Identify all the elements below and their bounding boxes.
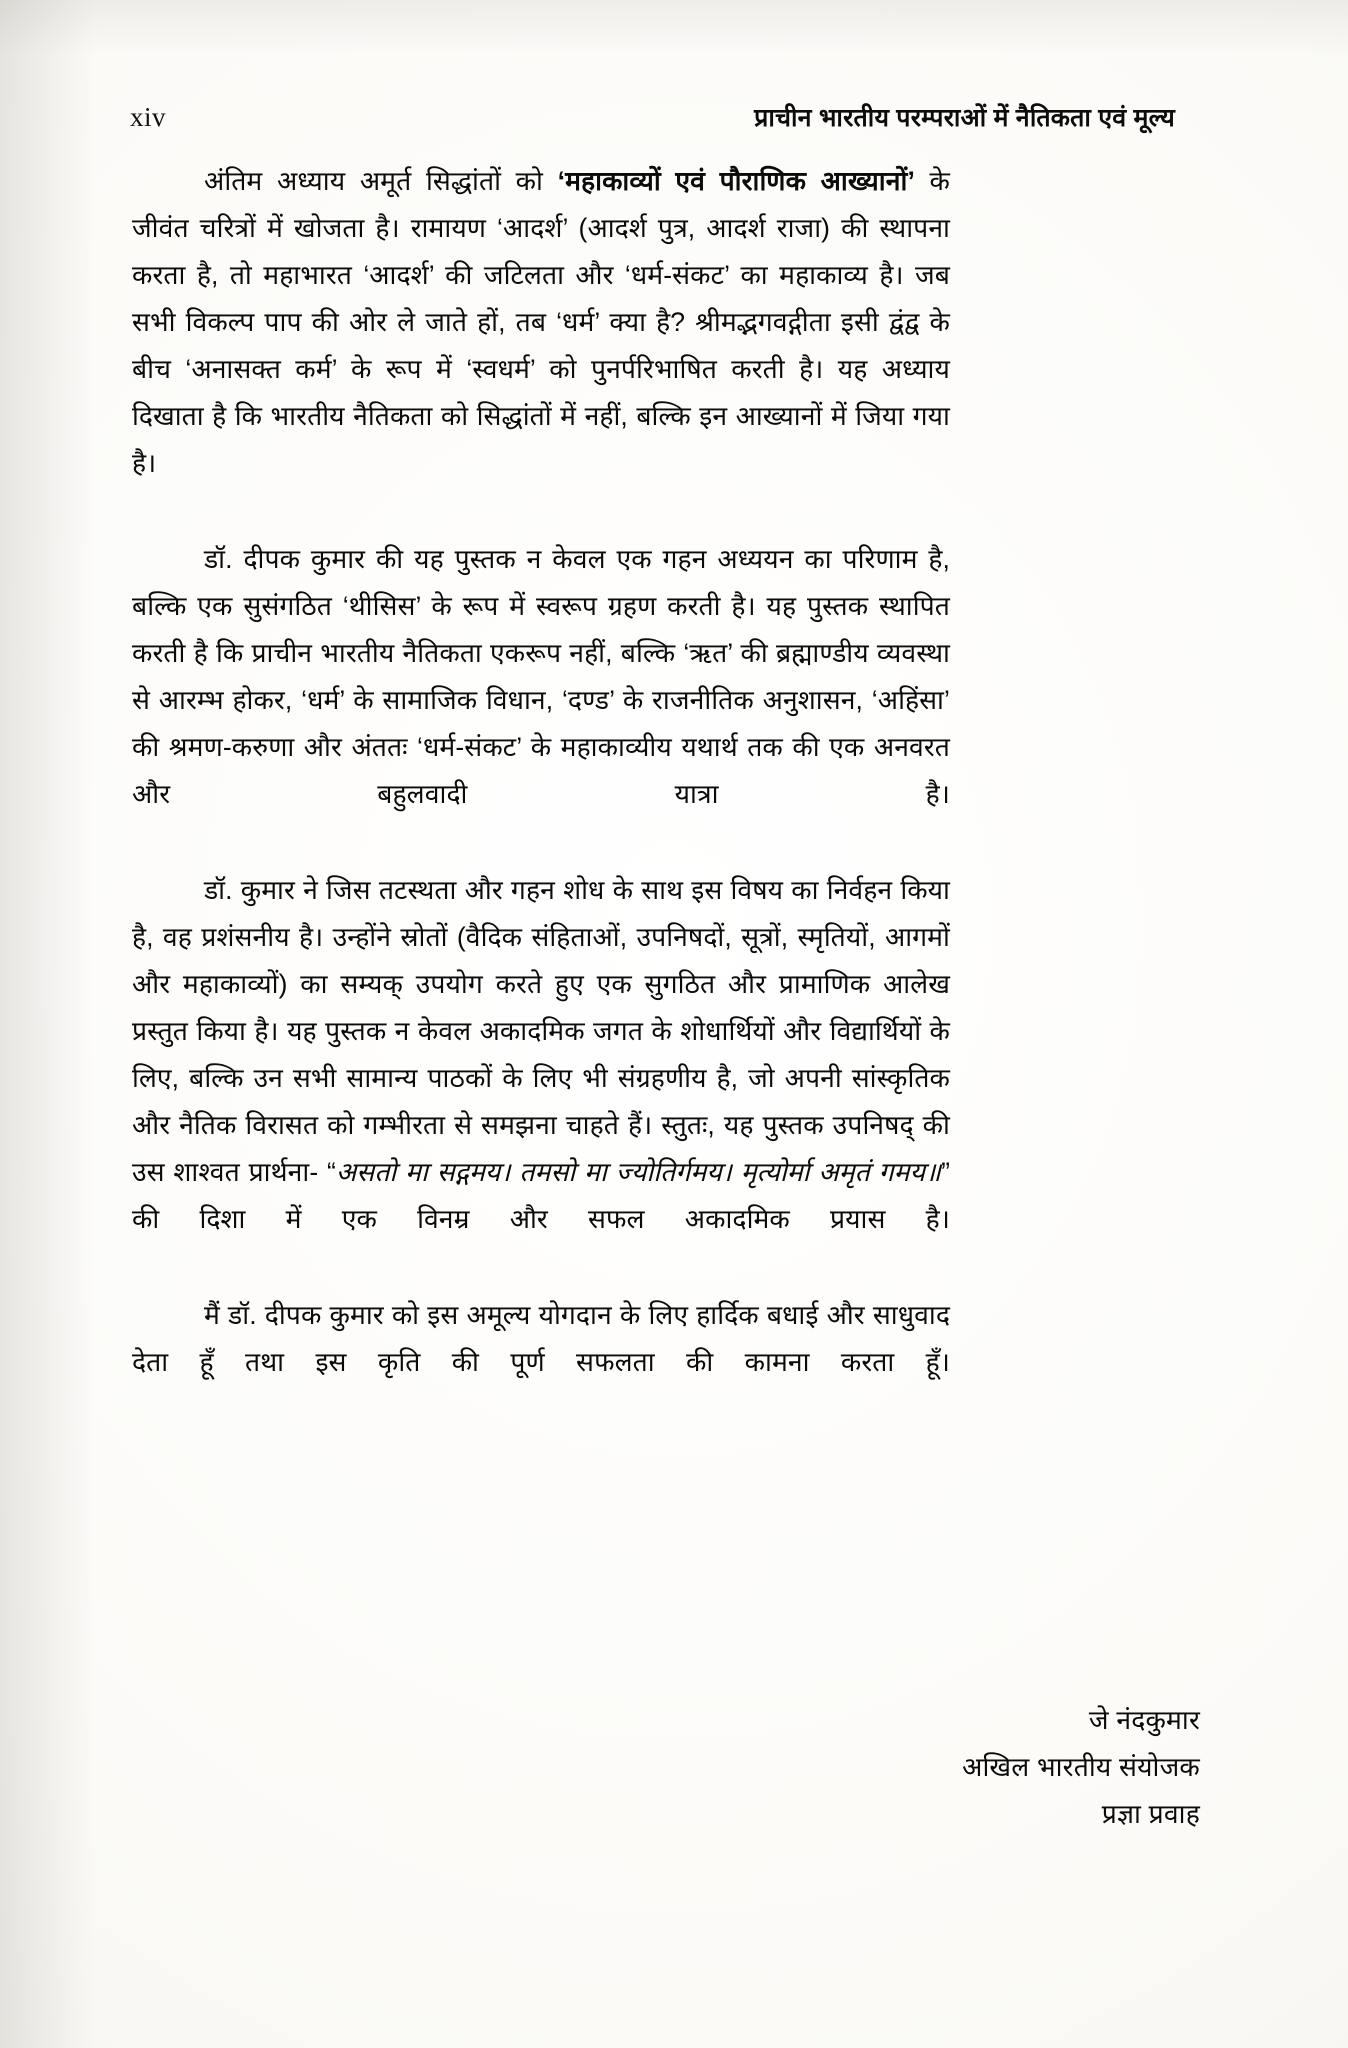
text-run-normal: ” की दिशा में एक विनम्र और सफल अकादमिक प्रयास है। [132,1157,950,1234]
signatory-name: जे नंदकुमार [1088,1705,1200,1735]
text-run-normal: डॉ. कुमार ने जिस तटस्थता और गहन शोध के साथ इस विषय का निर्वहन किया है, वह प्रशंसनीय है। उन्होंने स्रोतों (वैदिक संहिताओं, उपनिषदों, सूत्रों, स्मृतियों, आगमों और महाकाव्यों) का सम्यक् उपयोग करते हुए एक सुगठित और प्रामाणिक आलेख प्रस्तुत किया है। यह पुस्तक न केवल अकादमिक जगत के शोधार्थियों और विद्यार्थियों के लिए, बल्कि उन सभी सामान्य पाठकों के लिए भी संग्रहणीय है, जो अपनी सांस्कृतिक और नैतिक विरासत को गम्भीरता से समझना चाहते हैं। स्तुतः, यह पुस्तक उपनिषद् की उस शाश्वत प्रार्थना- “ [132,875,950,1187]
signature-block [962,1697,1200,1838]
paragraph-2 [132,536,950,865]
text-run-normal: डॉ. दीपक कुमार की यह पुस्तक न केवल एक गहन अध्ययन का परिणाम है, बल्कि एक सुसंगठित ‘थीसिस’ के रूप में स्वरूप ग्रहण करती है। यह पुस्तक स्थापित करती है कि प्राचीन भारतीय नैतिकता एकरूप नहीं, बल्कि ‘ऋत’ की ब्रह्माण्डीय व्यवस्था से आरम्भ होकर, ‘धर्म’ के सामाजिक विधान, ‘दण्ड’ के राजनीतिक अनुशासन, ‘अहिंसा’ की श्रमण-करुणा और अंततः ‘धर्म-संकट’ के महाकाव्यीय यथार्थ तक की एक अनवरत और बहुलवादी यात्रा है। [132,544,950,809]
paragraph-1 [132,158,950,534]
paragraph-4 [132,1292,950,1433]
text-run-bold: ‘महाकाव्यों एवं पौराणिक आख्यानों’ [557,166,915,196]
body-text [132,158,950,1435]
text-run-italic: असतो मा सद्गमय। तमसो मा ज्योतिर्गमय। मृत्योर्मा अमृतं गमय॥ [335,1157,942,1187]
signatory-designation: अखिल भारतीय संयोजक [962,1752,1200,1782]
running-title: प्राचीन भारतीय परम्पराओं में नैतिकता एवं मूल्य [754,104,1175,132]
paragraph-3 [132,867,950,1290]
signatory-organization: प्रज्ञा प्रवाह [1101,1799,1200,1829]
running-head [130,100,1193,140]
page-number: xiv [130,102,167,132]
page-top-edge-shadow [0,0,1348,55]
text-run-normal: अंतिम अध्याय अमूर्त सिद्धांतों को [204,166,558,196]
text-run-normal: के जीवंत चरित्रों में खोजता है। रामायण ‘आदर्श’ (आदर्श पुत्र, आदर्श राजा) की स्थापना करता है, तो महाभारत ‘आदर्श’ की जटिलता और ‘धर्म-संकट’ का महाकाव्य है। जब सभी विकल्प पाप की ओर ले जाते हों, तब ‘धर्म’ क्या है? श्रीमद्भगवद्गीता इसी द्वंद्व के बीच ‘अनासक्त कर्म’ के रूप में ‘स्वधर्म’ को पुनर्परिभाषित करती है। यह अध्याय दिखाता है कि भारतीय नैतिकता को सिद्धांतों में नहीं, बल्कि इन आख्यानों में जिया गया है। [132,166,950,478]
text-run-normal: मैं डॉ. दीपक कुमार को इस अमूल्य योगदान के लिए हार्दिक बधाई और साधुवाद देता हूँ तथा इस कृति की पूर्ण सफलता की कामना करता हूँ। [132,1300,950,1377]
page-left-edge-shadow [0,0,95,2048]
